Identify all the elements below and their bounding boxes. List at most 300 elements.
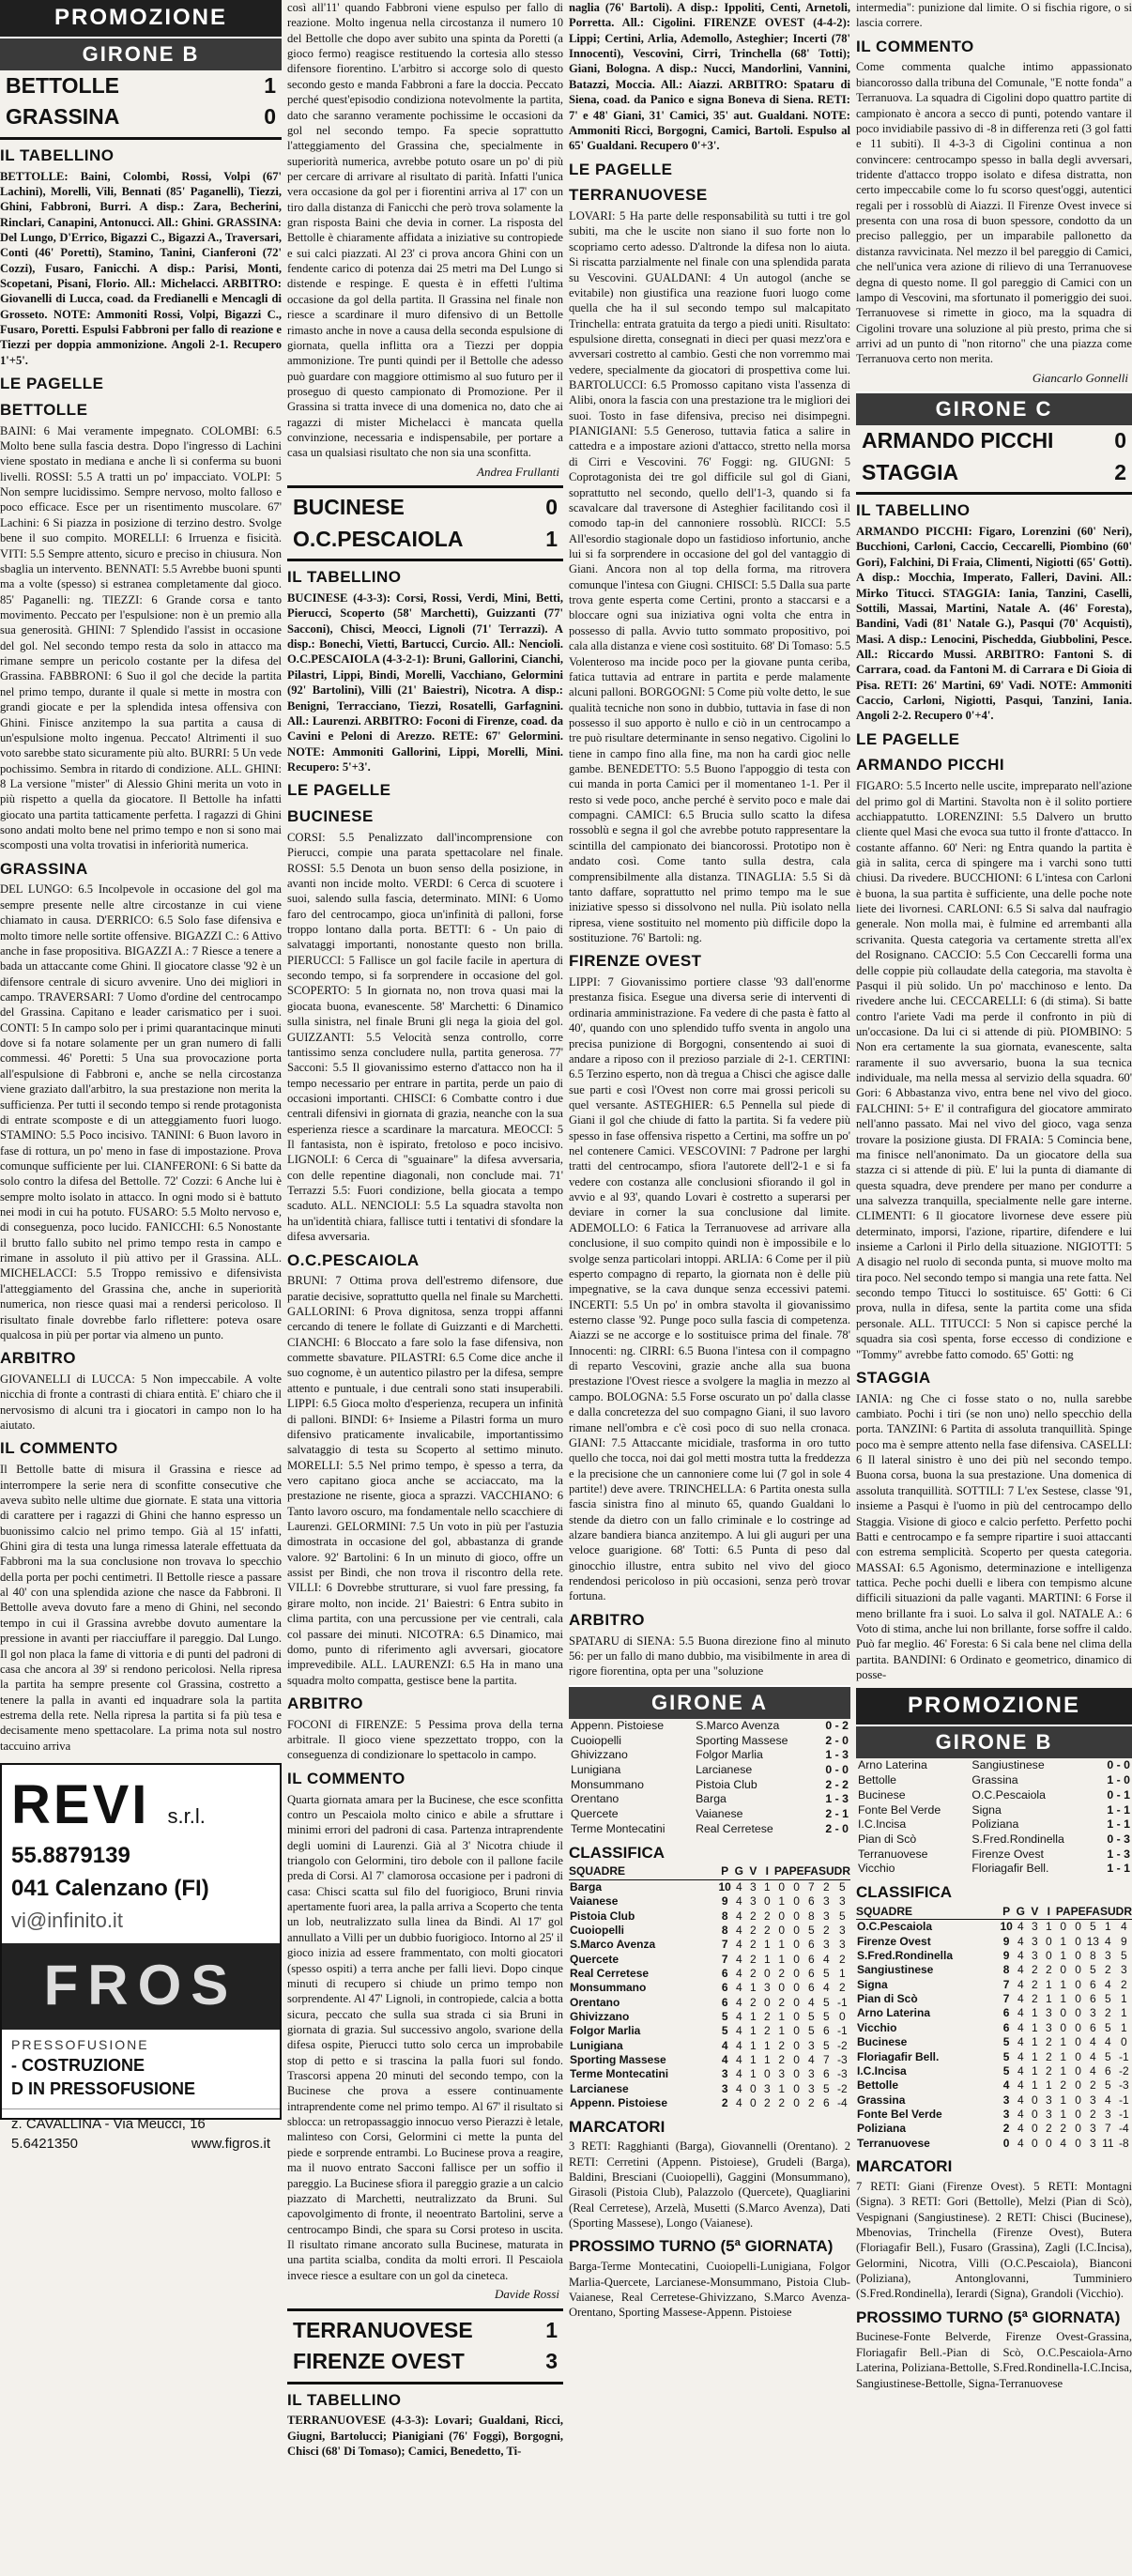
away-goals: 3 <box>545 2349 558 2374</box>
result-team: Real Cerretese <box>696 1821 773 1835</box>
ad-fax: 5.6421350 <box>11 2136 78 2153</box>
stat-cell: 0 <box>778 1981 786 1995</box>
stat-cell: 4 <box>736 2096 742 2110</box>
team-name: Monsummano <box>570 1981 647 1995</box>
stat-cell: 4 <box>1002 2078 1010 2093</box>
stat-cell: 1 <box>1104 1920 1111 1934</box>
scorers-text: 7 RETI: Giani (Firenze Ovest). 5 RETI: Montagni (Signa). 3 RETI: Gori (Bettolle), Melzi (Pian di Scò), Vespignani (Sangiustinese). 2 RETI: Chisci (Bucinese), Mbenovias, Trinchella (Firenze Ovest), Butera (Floriagafir Bell.), Fusaro (Grassina), Zagli (I.C.Incisa), Gelormini, Nicotra, Villi (O.C.Pescaiola), Bianconi (Poliziana), Antonglovanni, Tumminiero (S.Fred.Rondinella), Ierardi (Signa), Grandoli (Vicchio). <box>856 2179 1132 2301</box>
ad-phone: 55.8879139 <box>11 1843 130 1869</box>
stat-cell: 4 <box>1017 2136 1024 2150</box>
stat-cell: 0 <box>1002 2136 1010 2150</box>
column-header: PE <box>788 1864 804 1878</box>
stat-cell: 1 <box>764 1879 771 1894</box>
team-heading: O.C.PESCAIOLA <box>287 1250 420 1269</box>
team-name: Appenn. Pistoiese <box>570 2096 668 2110</box>
pagelle-heading: LE PAGELLE <box>287 781 391 800</box>
standings-row <box>856 1992 1132 2006</box>
stat-cell: 2 <box>1045 2122 1052 2136</box>
team-name: Barga <box>570 1879 603 1894</box>
stat-cell: -2 <box>836 2038 848 2052</box>
column-header: V <box>746 1864 760 1879</box>
column-4 <box>856 0 1132 2576</box>
result-score: 0 - 3 <box>1107 1832 1130 1847</box>
stat-cell: 5 <box>807 2024 815 2038</box>
stat-cell: 2 <box>778 2096 786 2110</box>
column-header: SU <box>818 1864 834 1878</box>
column-3 <box>569 0 850 2576</box>
stat-cell: 1 <box>750 2010 757 2024</box>
result-score: 0 - 0 <box>1107 1758 1130 1772</box>
team-heading: BETTOLLE <box>0 400 88 419</box>
result-score: 1 - 3 <box>1107 1847 1130 1861</box>
ratings-text: DEL LUNGO: 6.5 Incolpevole in occasione del gol ma sempre presente nelle altre circostanze in cui viene chiamato in causa. D'ERRICO: 6.5 Solo fase difensiva e molto timore nelle sortite offensive. BIGAZZI C.: 6 Attivo anche in fase propositiva. BIGAZZI A.: 7 Riesce a tenere a bada un attaccante come Ghini. Il giocatore classe '92 è un difensore centrale di sicuro avvenire. Uno dei migliori in campo. TRAVERSARI: 7 Uomo d'ordine del centrocampo del Grassina. Capitano e leader carismatico per i suoi. CONTI: 5 In campo solo per i primi quarantacinque minuti dove si fa notare solamente per un gran numero di falli commessi. 46' Poretti: 5 Una sua provocazione porta all'espulsione di Fabbroni e, anche se nella circostanza viene graziato dall'arbitro, la sua prestazione non merita la sufficienza. Per tutti il secondo tempo si rende protagonista di entrate scomposte e di un atteggiamento fuori luogo. STAMINO: 5.5 Poco incisivo. TANINI: 6 Buon lavoro in fase di rottura, un po' meno in fase di impostazione. Prova comunque sufficiente per lui. CIANFERONI: 6 Si batte da solo contro la difesa del Bettolle. 72' Cozzi: 6 Anche lui è sempre molto isolato in attacco. In ogni modo si è battuto nei modi in cui ha potuto. FUSARO: 5.5 Molto nervoso e, di conseguenza, poco lucido. FANICCHI: 6.5 Nonostante il brutto fallo subito nel primo tempo resta in campo e rimane in assoluto il più attivo per il Grassina. ALL. MICHELACCI: 5.5 Troppo remissivo e difensivista l'atteggiamento del Grassina che, anche in superiorità numerica, non riesce quasi mai a rendersi pericoloso. Il risultato finale dovrebbe farlo riflettere: poteva osare qualcosa in più per portar via almeno un punto. <box>0 882 282 1342</box>
stat-cell: 6 <box>807 1981 815 1995</box>
stat-cell: 1 <box>778 1938 786 1952</box>
result-row <box>569 1822 850 1837</box>
result-team: Terme Montecatini <box>571 1821 665 1835</box>
team-name: S.Fred.Rondinella <box>857 1949 954 1963</box>
stat-cell: 0 <box>793 2081 800 2095</box>
stat-cell: 0 <box>1120 2035 1127 2049</box>
stat-cell: 5 <box>1104 1992 1111 2006</box>
standings-row <box>569 1938 850 1952</box>
result-row <box>856 1832 1132 1848</box>
standings-row <box>569 2039 850 2053</box>
ad-contacts <box>2 2133 280 2153</box>
ratings-text: LOVARI: 5 Ha parte delle responsabilità su tutti i tre gol subiti, ma che le uscite non siano il suo forte non lo scopriamo certo adesso. D'altronde la difesa non lo aiuta. Si riscatta parzialmente nel finale con una splendida parata su Vescovini. GUALDANI: 4 Un autogol (anche se evitabile) non giustifica una reazione fuori luogo come quella che ha il sul secondo tempo sul malcapitato Trinchella: entrata gratuita da tergo a piedi uniti. Risultato: espulsione diretta, consegnati in dieci per quasi mezz'ora e avversari costretto al cambio. Gesti che non vorremmo mai vedere, specialmente da giocatori di prospettiva come lui. BARTOLUCCI: 6.5 Promosso capitano vista l'assenza di Alibi, onora la fascia con una prestazione tra le migliori dei suoi. Tosto in fase difensiva, preciso nei disimpegni. PIANIGIANI: 5.5 Generoso, tuttavia fatica a salire in cattedra e a impostare azioni d'attacco, stretto nella morsa di Cirri e Vescovini. 76' Foggi: ng. GIUGNI: 5 Coprotagonista dei tre gol difficile sul gol di Giani, soprattutto nel secondo, quello dell'1-3, quando si fa scavalcare dal traversone di Asteghier facilitando così il comodo tap-in del cannoniere rossoblù. RICCI: 5.5 All'esordio stagionale dopo un fastidioso infortunio, anche lui si fa sorprendere in occasione del gol del vantaggio di Giani. Ancora non al top della forma, ma ritrovera comunque l'intesa con Giugni. CHISCI: 5.5 Dalla sua parte trova gente esperta come Certini, pronto a staccarsi e a bloccare ogni sua iniziativa ogni volta che entra in possesso di palla. Avvio tutto sommato propositivo, poi cala alla distanza e viene così sostituito. 68' Di Tomaso: 5.5 Volenteroso ma incide poco per la giovane punta ceriba, fatica tuttavia ad entrare in partita e perde malamente alcuni palloni. BORGOGNI: 5 Come più volte detto, le sue qualità tecniche non sono in dubbio, tuttavia in fase di non possesso il suo apporto è nullo e ciò in un centrocampo a tre può risultare determinante in senso negativo. Cigolini lo tiene in campo fino alla fine, ma non ha cardi gioc nelle gambe. BENEDETTO: 5.5 Buono l'appoggio di testa con cui manda in porta Camici per il momentaneo 1-1. Per il resto si vede poco, anche perché è servito poco e male dai compagni. CAMICI: 6.5 Brucia sullo scatto la difesa rossoblù e segna il gol che avrebbe potuto rappresentare la scintilla del campionato dei biancorossi. Prototipo non è andato così. Come tanto sulla destra, cala comprensibilmente alla distanza. TINAGLIA: 5.5 Si dà tanto daffare, soprattutto nel primo tempo ma le sue iniziative spesso si dissolvono nel nulla. Più isolato nella ripresa, viene sostituito nel momento più difficile dopo la sostituzione. 76' Bartoli: ng. <box>569 209 850 944</box>
stat-cell: 2 <box>1104 1963 1111 1977</box>
stat-cell: 8 <box>807 1909 815 1923</box>
stat-cell: 1 <box>1045 2078 1052 2093</box>
match-score-home <box>287 2315 563 2346</box>
standings-heading: CLASSIFICA <box>856 1883 952 1902</box>
standings-row <box>569 1909 850 1924</box>
ad-website: www.figros.it <box>191 2136 270 2153</box>
standings-heading: CLASSIFICA <box>569 1843 665 1862</box>
stat-cell: 6 <box>721 1981 728 1995</box>
match-score-away <box>0 101 282 132</box>
column-1 <box>0 0 282 2576</box>
team-name: Pian di Scò <box>857 1992 918 2006</box>
standings-row <box>569 2053 850 2067</box>
stat-cell: 6 <box>822 2096 830 2110</box>
stat-cell: 7 <box>822 2053 830 2067</box>
ratings-text: LIPPI: 7 Giovanissimo portiere classe '93 dall'enorme prestanza fisica. Esegue una diversa serie di interventi di ordinaria amministrazione. Fa vedere di che pasta è fatto al 40', quando con uno splendido tuffo sventa in angolo una precisa punizione di Borgogni, consentendo ai suoi di andare a riposo con il prezioso parziale di 2-1. CERTINI: 6.5 Terzino esperto, non dà tregua a Chisci che agisce dalle sue parti e così l'Ovest non corre mai grossi pericoli su quel versante. ASTEGHIER: 6.5 Pennella sul piede di Giani il gol che chiude di fatto la partita. Si fa vedere più spesso in fase offensiva rispetto a Certini, ma soffre un po' nel contenere Camici. VESCOVINI: 7 Padrone per larghi tratti del centrocampo, sfiora l'autorete dell'2-1 e si fa vedere con costanza alle conclusioni sfiorando il gol in avvio e al 93', quando Lovari è costretto a superarsi per deviare in corner la sua conclusione dal limite. ADEMOLLO: 6 Fatica la Terranuovese ad arrivare alla conclusione, il suo compito quindi non è impossibile e lo svolge senza particolari intoppi. ARLIA: 6 Come per il più esperto compagno di reparto, la giornata non è delle più impegnative, se la cava dunque senza eccessivi patemi. INCERTI: 5.5 Un po' in ombra stavolta il giovanissimo esterno classe '92. Punge poco sulla fascia di competenza. Aiazzi se ne accorge e lo sostituisce prima del finale. 78' Innocenti: ng. CIRRI: 6.5 Buona l'intesa con il compagno di reparto Vescovini, grazie anche alla sua buona prestazione l'Ovest riesce a svolgere la maglia in mezzo al campo. BOLOGNA: 5.5 Forse oscurato un po' dalla classe e dalla concretezza del suo compagno Giani, il suo lavoro rimane nell'ombra e c'è così poco di suo nella cronaca. GIANI: 7.5 Attaccante micidiale, trasforma in oro tutto quello che tocca, noi dai gol metti mostra tutta la freddezza e la precisione che un cannoniere come lui (7 gol in sole 4 partite!) deve avere. TRINCHELLA: 6 Partita onesta sulla fascia sinistra fino al minuto 65, quando Gualdani lo stende da dietro con un fallo criminale e lo costringe ad alzare bandiera bianca anzitempo. A lui gli auguri per una veloce guarigione. 68' Totti: 6.5 Punta di peso dal ginocchio illustre, entra subito nel vivo del gioco rendendosi pericoloso in più occasioni, senza però trovar fortuna. <box>569 975 850 1603</box>
comment-text: Il Bettolle batte di misura il Grassina e riesce ad interrompere la serie nera di sconfitte consecutive che aveva subìto nelle ultime due giornate. E stata una vittoria di carattere per i ragazzi di Ghini che hanno espresso un buonissimo calcio nel primo tempo. Già al 15' infatti, Ghini gira di testa una lunga rimessa laterale effettuata da Fabbroni ma la sua conclusione non trovava lo specchio della porta per pochi centimetri. Il Bettolle riesce a passare al 40' con una splendida azione che nasce da Fabbroni. Il Bettolle aveva dovuto fare a meno di Ghini, nel secondo tempo in cui il Grassina avrebbe dovuto aumentare la pressione in avanti per riacciuffare il pareggio. Dal Lungo. Il gol non placa la fame di vittoria e di punti del padroni di casa che ancora al 39' si rendono pericolosi. Nella ripresa la partita ha sempre presente col Grassina, costretto a tenere la palla in avanti ed inquadrare sola la partita estrema della rete. Nella ripresa la partita si fa più tesa e decisamente meno spettacolare. La prima nota sul nostro taccuino arriva <box>0 1463 282 1753</box>
stat-cell: 4 <box>736 2024 742 2038</box>
team-heading: BUCINESE <box>287 807 374 826</box>
result-team: Sporting Massese <box>696 1733 788 1747</box>
away-goals: 2 <box>1114 459 1126 484</box>
stat-cell: 3 <box>1002 2093 1010 2107</box>
stat-cell: 1 <box>778 2024 786 2038</box>
stat-cell: 9 <box>1002 1949 1010 1963</box>
team-name: Folgor Marlia <box>570 2024 641 2038</box>
column-header: V <box>1028 1905 1042 1920</box>
result-row <box>569 1792 850 1807</box>
stat-cell: 8 <box>1002 1963 1010 1977</box>
column-header: PA <box>773 1864 789 1878</box>
standings-row <box>569 1924 850 1938</box>
stat-cell: 0 <box>793 2024 800 2038</box>
result-team: Monsummano <box>571 1777 644 1791</box>
stat-cell: 1 <box>1060 1949 1067 1963</box>
tabellino-heading: IL TABELLINO <box>287 568 402 587</box>
result-team: Sangiustinese <box>971 1758 1045 1772</box>
result-team: Cuoiopelli <box>571 1733 622 1747</box>
stat-cell: 7 <box>1002 1992 1010 2006</box>
tabellino-text: BETTOLLE: Baini, Colombi, Rossi, Volpi (67' Lachini), Morelli, Vili, Bennati (85' Paganelli), Tiezzi, Ghini, Fabbroni, Burri. A disp.: Zara, Becherini, Rinclari, Canapini, Antonucci. All.: Ghini. GRASSINA: Del Lungo, D'Errico, Bigazzi C., Bigazzi A., Traversari, Conti (46' Poretti), Stamino, Tanini, Cianferoni (72' Cozzi), Fusaro, Fanicchi. A disp.: Parisi, Monti, Scopetani, Pisani, Florio. All.: Michelacci. ARBITRO: Giovanelli di Lucca, coad. da Fredianelli e Mencagli di Grosseto. NOTE: Ammoniti Rossi, Volpi, Bigazzi C., Fusaro, Poretti. Espulsi Fabbroni per fallo di reazione e Tiezzi per doppia ammonizione. Angoli 2-1. Recupero 1'+5'. <box>0 169 282 367</box>
stat-cell: 3 <box>1089 2093 1096 2107</box>
stat-cell: 6 <box>1002 2006 1010 2020</box>
result-score: 1 - 3 <box>825 1748 849 1762</box>
ad-brand <box>2 1765 280 1840</box>
column-header: PA <box>1055 1904 1071 1918</box>
stat-cell: 0 <box>793 1966 800 1980</box>
stat-cell: 3 <box>807 2081 815 2095</box>
stat-cell: 0 <box>778 1923 786 1937</box>
stat-cell: -3 <box>836 2067 848 2081</box>
team-name: Terme Montecatini <box>570 2067 669 2081</box>
standings-row <box>569 1953 850 1967</box>
stat-cell: -2 <box>1118 2063 1129 2078</box>
column-header: P <box>999 1905 1013 1920</box>
stat-cell: 4 <box>736 2081 742 2095</box>
stat-cell: 4 <box>1017 2122 1024 2136</box>
stat-cell: 3 <box>1089 2136 1096 2150</box>
match-score-away <box>287 524 563 555</box>
team-name: Orentano <box>570 1995 620 2009</box>
result-team: Larcianese <box>696 1763 753 1777</box>
result-team: Orentano <box>571 1792 620 1806</box>
section-kicker: PROMOZIONE <box>0 0 282 37</box>
ratings-text: BRUNI: 7 Ottima prova dell'estremo difensore, due paratie decisive, soprattutto quella nel finale su Marchetti. GALLORINI: 6 Prova dignitosa, senza troppi affanni cercando di tenere le follate di Guizzanti e di Marchetti. CIANCHI: 6 Bloccato a fare solo la fase difensiva, non commette sbavature. PILASTRI: 6.5 Come dice anche il suo cognome, è un autentico pilastro per la difesa, sempre attento e puntuale, i due centrali sono stati insuperabili. LIPPI: 6.5 Gioca molto d'esperienza, recupera un infinità di palloni. BINDI: 6+ Insieme a Pilastri forma un muro difensivo praticamente invalicabile, importantissimo salvataggio di testa su Scoperto al settimo minuto. MORELLI: 5.5 Nel primo tempo, è spesso a terra, da vero capitano gioca anche se acciaccato, ma la prestazione ne risente, gioca a sprazzi. VACCHIANO: 6 Tanto lavoro oscuro, ma fondamentale nello scacchiere di Laurenzi. GELORMINI: 7.5 Un voto in più per l'astuzia dimostrata in occasione del gol, abbastanza di grande valore. 92' Bartolini: 6 In un minuto di gioco, offre un assist per Bindi, che non trova il riscontro della rete. VILLI: 6 Dovrebbe strutturare, si vuol fare pressing, fa girare molto, non incide. 21' Baiestri: 6 Entra subito in clima partita, con una percussione per vie centrali, cala col passare dei minuti. NICOTRA: 6.5 Dinamico, mai domo, punto di riferimento agli avversari, giocatore imprevedibile. ALL. LAURENZI: 6.5 Ha in mano una squadra molto compatta, gestisce bene la partita. <box>287 1274 563 1687</box>
stat-cell: 1 <box>838 1966 846 1980</box>
stat-cell: 6 <box>1089 1977 1096 1991</box>
stat-cell: 4 <box>1017 2078 1024 2093</box>
stat-cell: -1 <box>836 2024 848 2038</box>
away-team: GRASSINA <box>6 104 120 130</box>
stat-cell: 3 <box>1120 1963 1127 1977</box>
stat-cell: 2 <box>1089 2078 1096 2093</box>
stat-cell: 2 <box>807 2096 815 2110</box>
team-name: Real Cerretese <box>570 1966 650 1980</box>
column-header: P <box>717 1864 731 1879</box>
stat-cell: 4 <box>1017 1920 1024 1934</box>
ad-city: 041 Calenzano (FI) <box>11 1875 209 1901</box>
result-row <box>569 1748 850 1763</box>
stat-cell: 6 <box>807 1894 815 1909</box>
stat-cell: 0 <box>1045 2136 1052 2150</box>
stat-cell: -3 <box>836 2053 848 2067</box>
away-team: STAGGIA <box>862 459 959 484</box>
divider <box>856 492 1132 495</box>
stat-cell: 1 <box>1060 1992 1067 2006</box>
result-team: Quercete <box>571 1807 619 1821</box>
standings-row <box>856 2078 1132 2093</box>
result-team: S.Fred.Rondinella <box>971 1832 1064 1847</box>
stat-cell: 1 <box>1031 2020 1038 2034</box>
stat-cell: 5 <box>822 1995 830 2009</box>
stat-cell: 3 <box>721 2081 728 2095</box>
stat-cell: 0 <box>1075 1920 1081 1934</box>
standings-header-row <box>569 1864 850 1879</box>
stat-cell: 4 <box>1017 2020 1024 2034</box>
stat-cell: 4 <box>807 2053 815 2067</box>
home-goals: 0 <box>545 495 558 520</box>
ratings-text: CORSI: 5.5 Penalizzato dall'incomprensione con Pierucci, compie una parata spettacolare nel finale. ROSSI: 5.5 Denota un buon senso della posizione, in avanti non incide molto. VERDI: 6 Cerca di scuotere i suoi, salendo sulla fascia, determinato. MINI: 6 Uomo faro del centrocampo, gioca un'infinità di palloni, forse troppo lontano dalla porta. BETTI: 6 - Un paio di salvataggi importanti, nonostante questo non brilla. PIERUCCI: 5 Fallisce un gol facile facile in apertura di secondo tempo, si fa sorprendere in occasione del gol. SCOPERTO: 5 In giornata no, non trova quasi mai la giocata buona, evanescente. 58' Marchetti: 6 Dinamico sulla sinistra, nel finale Bruni gli nega la gioia del gol. GUIZZANTI: 5.5 Velocità senza controllo, corre tantissimo senza concludere nulla, partita generosa. 77' Sacconi: 5.5 Il giovanissimo esterno d'attacco non ha il tempo necessario per entrare in partita, perde un paio di occasioni importanti. CHISCI: 6 Combatte contro i due centrali difensivi in giornata di grazia, neanche con la sua esperienza riesce a scardinare la marcatura. MEOCCI: 5 Il fantasista, non è ispirato, fretoloso e poco incisivo. LIGNOLI: 6 Cerca di "sguainare" la difesa avversaria, con delle repentine diagonali, non conclude mai. 71' Terrazzi 5.5: Fuori condizione, bella giocata a tempo scaduto. ALL. NENCIOLI: 5.5 La squadra stavolta non ha un'identità chiara, fallisce tutti i tentativi di sfondare la difesa avversaria. <box>287 830 563 1244</box>
stat-cell: 2 <box>750 1966 757 1980</box>
stat-cell: 5 <box>1089 1920 1096 1934</box>
stat-cell: 1 <box>750 2053 757 2067</box>
author: Andrea Frullanti <box>477 464 559 479</box>
stat-cell: 9 <box>1002 1934 1010 1948</box>
ad-logo: FROS <box>2 1943 280 2030</box>
stat-cell: 3 <box>1031 1949 1038 1963</box>
stat-cell: 4 <box>1104 1977 1111 1991</box>
stat-cell: 1 <box>750 2067 757 2081</box>
stat-cell: 0 <box>793 1938 800 1952</box>
result-row <box>569 1719 850 1734</box>
stat-cell: 1 <box>1060 2093 1067 2107</box>
comment-heading: IL COMMENTO <box>856 37 974 55</box>
stat-cell: 3 <box>1045 2093 1052 2107</box>
stat-cell: 3 <box>1104 1949 1111 1963</box>
stat-cell: 6 <box>721 1966 728 1980</box>
pagelle-heading: LE PAGELLE <box>0 375 104 393</box>
stat-cell: 2 <box>822 1923 830 1937</box>
result-row <box>569 1778 850 1793</box>
standings-table <box>856 1905 1132 2151</box>
team-name: Bucinese <box>857 2035 908 2049</box>
stat-cell: 4 <box>822 1981 830 1995</box>
stat-cell: 5 <box>1002 2049 1010 2063</box>
stat-cell: 2 <box>764 2096 771 2110</box>
referee-text: GIOVANELLI di LUCCA: 5 Non impeccabile. A volte nicchia di fronte a contrasti di chiara entità. E' chiaro che il nervosismo di alcuni tra i giocatori in campo non lo ha aiutato. <box>0 1372 282 1433</box>
stat-cell: 3 <box>1045 2020 1052 2034</box>
standings-row <box>569 2096 850 2110</box>
stat-cell: 0 <box>793 2096 800 2110</box>
team-name: Larcianese <box>570 2081 629 2095</box>
result-score: 1 - 1 <box>1107 1862 1130 1876</box>
stat-cell: 5 <box>1002 2063 1010 2078</box>
result-score: 2 - 0 <box>825 1821 849 1835</box>
stat-cell: 3 <box>750 1894 757 1909</box>
stat-cell: 3 <box>778 2067 786 2081</box>
stat-cell: 2 <box>750 1995 757 2009</box>
stat-cell: 6 <box>721 1995 728 2009</box>
stat-cell: 4 <box>736 1952 742 1966</box>
advertisement <box>0 1763 282 2153</box>
stat-cell: 13 <box>1086 1934 1099 1948</box>
team-name: Sporting Massese <box>570 2053 666 2067</box>
stat-cell: 0 <box>1031 2122 1038 2136</box>
stat-cell: 1 <box>1120 2020 1127 2034</box>
next-round-text: Bucinese-Fonte Belverde, Firenze Ovest-Grassina, Floriagafir Bell.-Pian di Scò, O.C.Pescaiola-Arno Laterina, Poliziana-Bettolle, S.Fred.Rondinella-I.C.Incisa, Sangiustinese-Bettolle, Signa-Terranuovese <box>856 2330 1132 2390</box>
tabellino-heading: IL TABELLINO <box>287 2390 402 2409</box>
match-score-away <box>856 457 1132 488</box>
result-row <box>856 1862 1132 1877</box>
stat-cell: 0 <box>764 1995 771 2009</box>
stat-cell: 1 <box>778 2010 786 2024</box>
team-name: Floriagafir Bell. <box>857 2049 940 2063</box>
result-team: S.Marco Avenza <box>696 1718 780 1732</box>
stat-cell: 4 <box>721 2053 728 2067</box>
stat-cell: 5 <box>807 2010 815 2024</box>
team-name: Poliziana <box>857 2122 907 2136</box>
stat-cell: 5 <box>1104 2020 1111 2034</box>
stat-cell: 4 <box>736 1938 742 1952</box>
stat-cell: 3 <box>1002 2108 1010 2121</box>
stat-cell: 5 <box>822 2081 830 2095</box>
comment-heading: IL COMMENTO <box>0 1439 118 1458</box>
stat-cell: 0 <box>1075 2108 1081 2121</box>
stat-cell: 2 <box>1089 2108 1096 2121</box>
result-team: Appenn. Pistoiese <box>571 1718 665 1732</box>
team-name: Arno Laterina <box>857 2006 931 2020</box>
result-team: Pian di Scò <box>858 1832 917 1847</box>
stat-cell: 1 <box>1031 2049 1038 2063</box>
stat-cell: 2 <box>778 1966 786 1980</box>
stat-cell: 1 <box>764 1952 771 1966</box>
stat-cell: -4 <box>1118 2122 1129 2136</box>
stat-cell: 0 <box>1031 2093 1038 2107</box>
referee-heading: ARBITRO <box>0 1349 76 1368</box>
team-heading: GRASSINA <box>0 859 88 878</box>
stat-cell: 10 <box>1000 1920 1013 1934</box>
stat-cell: 4 <box>1104 2093 1111 2107</box>
stat-cell: 0 <box>1060 1920 1067 1934</box>
result-team: I.C.Incisa <box>858 1817 907 1832</box>
stat-cell: 3 <box>1089 2006 1096 2020</box>
stat-cell: 11 <box>1102 2136 1114 2150</box>
stat-cell: 3 <box>1089 2122 1096 2136</box>
result-score: 0 - 1 <box>1107 1787 1130 1802</box>
stat-cell: 0 <box>1075 2122 1081 2136</box>
column-header: DR <box>1115 1904 1132 1918</box>
stat-cell: 2 <box>1045 2049 1052 2063</box>
stat-cell: -2 <box>836 2081 848 2095</box>
stat-cell: 2 <box>1045 2035 1052 2049</box>
standings-row <box>856 1978 1132 1992</box>
result-team: Bucinese <box>858 1787 906 1802</box>
referee-text: FOCONI di FIRENZE: 5 Pessima prova della terna arbitrale. Il gioco viene spezzettato troppo, con la conseguenza di condizionare lo spettacolo in campo. <box>287 1717 563 1762</box>
stat-cell: 3 <box>1031 1920 1038 1934</box>
stat-cell: 0 <box>838 2010 846 2024</box>
tabellino-text: TERRANUOVESE (4-3-3): Lovari; Gualdani, Ricci, Giugni, Bartolucci; Pianigiani (76' Foggi), Borgogni, Chisci (68' Di Tomaso); Camici, Benedetto, Ti- <box>287 2414 563 2459</box>
match-score-home <box>0 70 282 101</box>
stat-cell: 3 <box>1031 1934 1038 1948</box>
standings-row <box>856 1949 1132 1963</box>
stat-cell: 4 <box>1017 2006 1024 2020</box>
results-table <box>856 1758 1132 1877</box>
stat-cell: 2 <box>838 1981 846 1995</box>
divider <box>287 559 563 561</box>
result-team: Vicchio <box>858 1862 895 1876</box>
stat-cell: -1 <box>1118 2093 1129 2107</box>
standings-header-row <box>856 1905 1132 1920</box>
result-score: 1 - 1 <box>1107 1802 1130 1817</box>
column-header: FA <box>803 1864 818 1878</box>
stat-cell: 3 <box>838 1894 846 1909</box>
stat-cell: 2 <box>1120 1977 1127 1991</box>
ad-brand-suffix: s.r.l. <box>167 1804 206 1829</box>
ad-service: D IN PRESSOFUSIONE <box>11 2078 196 2098</box>
stat-cell: 5 <box>822 2038 830 2052</box>
ad-tagline: PRESSOFUSIONE <box>11 2036 149 2052</box>
stat-cell: 1 <box>750 2024 757 2038</box>
result-row <box>856 1788 1132 1803</box>
standings-row <box>569 2024 850 2038</box>
away-goals: 1 <box>545 526 558 551</box>
match-score-home <box>287 492 563 523</box>
stat-cell: 4 <box>1017 1963 1024 1977</box>
stat-cell: 3 <box>822 1894 830 1909</box>
home-team: TERRANUOVESE <box>293 2317 473 2342</box>
stat-cell: 4 <box>1017 2035 1024 2049</box>
stat-cell: 1 <box>1060 2063 1067 2078</box>
team-name: Vaianese <box>570 1894 619 1909</box>
standings-row <box>856 1963 1132 1977</box>
standings-table <box>569 1864 850 2110</box>
stat-cell: 3 <box>764 1981 771 1995</box>
article-text: così all'11' quando Fabbroni viene espulso per fallo di reazione. Molto ingenua nella circostanza il numero 10 del Bettolle che dopo aver subito una spinta da Poretti (a gioco fermo) reagisce restituendo la cortesia allo stesso difensore fiorentino. L'arbitro si accorge solo di questo secondo gesto e manda Fabbroni a fare la doccia. Peccato perché quest'episodio condiziona notevolmente la partita, dato che saranno veramente pochissime le occasioni da gol nel secondo tempo. Fa specie soprattutto l'atteggiamento del Grassina che, specialmente in superiorità numerica, avrebbe potuto osare un po' di più per cercare di arrivare al risultato di parità. Infatti l'unica vera occasione da gol per i fiorentini arriva al 17' con un tiro dalla distanza di Fanicchi che però trova solamente la gran risposta Baini che devia in corner. La risposta del Bettolle è chiaramente affidata a iniziative su contropiede e sui calci piazzati. Al 23' ci prova ancora Ghini con un fendente carico di potenza dai 25 metri ma Del Lungo si distende e respinge. E questa è in effetti l'ultima occasione da gol della partita. Il Grassina nel finale non riesce a scardinare il muro difensivo di un Bettolle rimasto anche in nove a causa della seconda espulsione di giornata, quella inflitta ora a Tiezzi per doppia ammonizione. Tre punti quindi per il Bettolle che adesso può guardare con maggiore ottimismo al suo futuro per il proseguo di questo campionato di Promozione. Per il Grassina si tratta invece di una domenica no, dato che ai ragazzi di mister Michelacci è mancata quella convinzione, necessaria e indispensabile, per portare a casa un qualsiasi risultato che non sia una sconfitta. <box>287 1 563 460</box>
pagelle-heading: LE PAGELLE <box>569 160 673 178</box>
stat-cell: -3 <box>1118 2078 1129 2093</box>
match-score-away <box>287 2346 563 2377</box>
stat-cell: 5 <box>1002 2035 1010 2049</box>
column-header: I <box>760 1864 774 1879</box>
stat-cell: 5 <box>822 1966 830 1980</box>
stat-cell: 0 <box>793 1879 800 1894</box>
column-header: SU <box>1099 1904 1116 1918</box>
column-header: G <box>1014 1905 1028 1920</box>
team-name: Sangiustinese <box>857 1963 934 1977</box>
team-heading: ARMANDO PICCHI <box>856 756 1005 774</box>
stat-cell: 4 <box>1017 2049 1024 2063</box>
stat-cell: 0 <box>764 1966 771 1980</box>
group-heading: GIRONE B <box>0 37 282 70</box>
stat-cell: 5 <box>721 2010 728 2024</box>
column-header: SQUADRE <box>856 1905 999 1920</box>
result-score: 0 - 2 <box>825 1718 849 1732</box>
stat-cell: 2 <box>750 1909 757 1923</box>
result-row <box>856 1803 1132 1818</box>
stat-cell: 7 <box>807 1879 815 1894</box>
standings-row <box>856 2006 1132 2020</box>
standings-row <box>569 2082 850 2096</box>
stat-cell: 5 <box>721 2024 728 2038</box>
standings-row <box>856 2035 1132 2049</box>
stat-cell: 0 <box>1075 2063 1081 2078</box>
result-team: Firenze Ovest <box>971 1847 1044 1861</box>
team-name: O.C.Pescaiola <box>857 1920 933 1934</box>
stat-cell: 1 <box>1060 2049 1067 2063</box>
stat-cell: 2 <box>750 1952 757 1966</box>
stat-cell: 4 <box>736 2053 742 2067</box>
result-team: Fonte Bel Verde <box>858 1802 941 1817</box>
stat-cell: 4 <box>1017 1977 1024 1991</box>
home-team: BUCINESE <box>293 495 405 520</box>
stat-cell: 6 <box>1089 1992 1096 2006</box>
ratings-text: BAINI: 6 Mai veramente impegnato. COLOMBI: 6.5 Molto bene sulla fascia destra. Dopo l'ingresso di Lachini viene spostato in mediana e anche lì si conferma su buoni livelli. ROSSI: 5.5 A tratti un po' impacciato. VOLPI: 5 Non sempre lucidissimo. Sempre nervoso, molto falloso e poco efficace. Esce per un risentimento muscolare. 67' Lachini: 6 Si piazza in posizione di terzino destro. Svolge bene il suo compito. MORELLI: 6 Irruenza e fisicità. VITI: 5.5 Sempre attento, sicuro e preciso in chiusura. Non sbaglia un intervento. BENNATI: 5.5 Avrebbe buoni spunti ma a volte (spesso) si estranea completamente dal gioco. 85' Paganelli: ng. TIEZZI: 6 Grande corsa e tanto movimento. Peccato per l'espulsione: non è un premio alla sua generosità. GHINI: 7 Splendido l'assist in occasione del gol. Nel secondo tempo resta da solo in attacco ma rimane sempre un pericolo costante per la difesa del Grassina. FABBRONI: 6 Suo il gol che decide la partita nel primo tempo, durante il quale si mette in mostra con grandi giocate e per la splendida intesa offensiva con Ghini. Finisce anzitempo la sua partita a causa di un'espulsione molto ingenua. Peccato! Altrimenti il suo voto sarebbe stato sicuramente più alto. BURRI: 5 Un vede pochissimo. Sembra in ritardo di condizione. ALL. GHINI: 8 La versione "mister" di Alessio Ghini merita un voto in più rispetto a quella da giocatore. Il Bettolle ha infatti giocato una partita tatticamente perfetta. I ragazzi di Ghini sono andati molto bene nel primo tempo e non si sono mai scomposti una volta trovatisi in inferiorità numerica. <box>0 423 282 852</box>
home-goals: 1 <box>264 72 276 98</box>
stat-cell: 5 <box>838 1879 846 1894</box>
stat-cell: 0 <box>793 2038 800 2052</box>
stat-cell: 0 <box>1031 2108 1038 2121</box>
stat-cell: 4 <box>1104 2035 1111 2049</box>
result-score: 1 - 1 <box>1107 1817 1130 1832</box>
